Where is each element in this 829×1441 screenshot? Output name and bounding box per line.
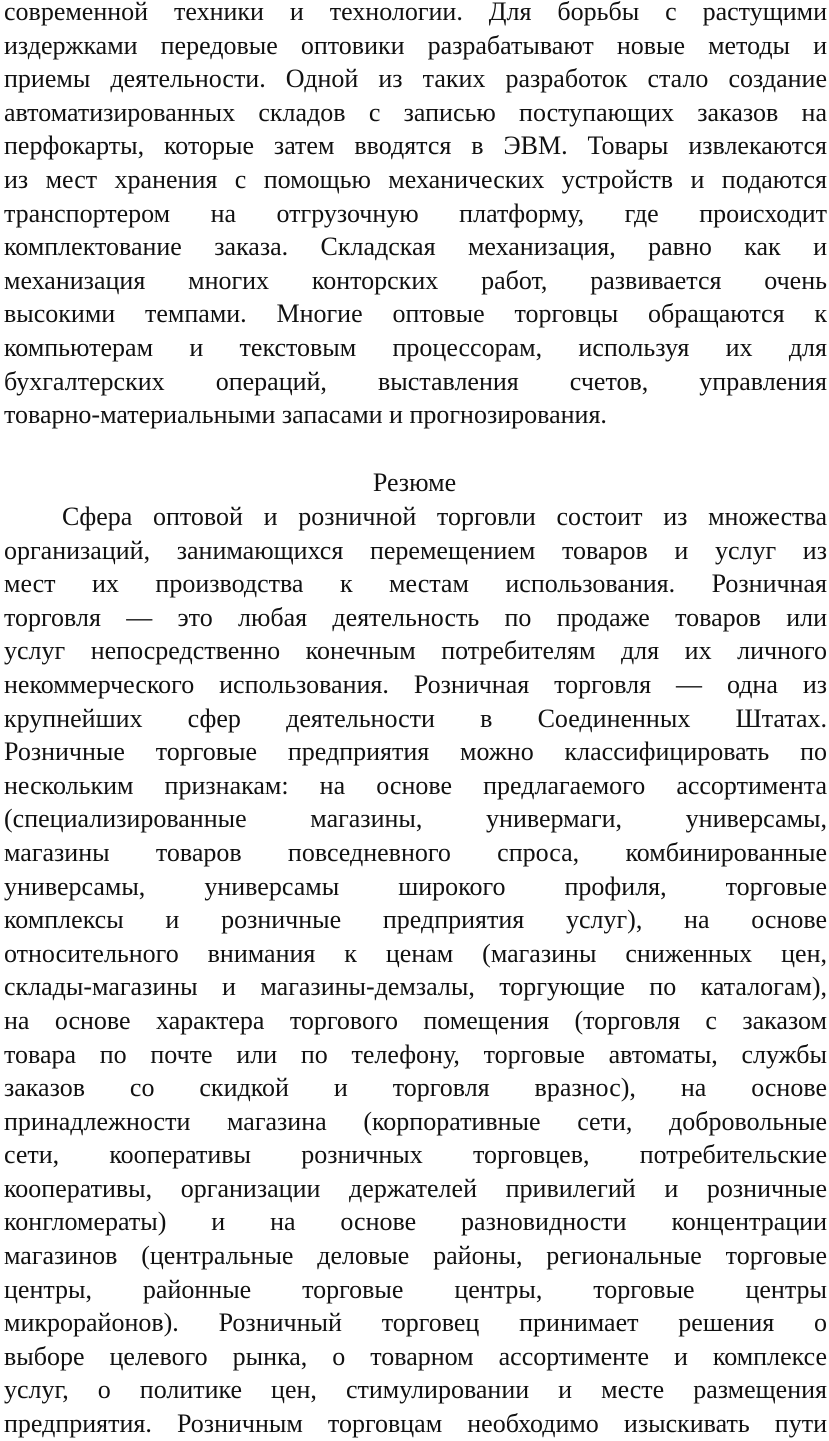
text-line: выборе целевого рынка, о товарном ассортименте и комплексе bbox=[4, 1341, 827, 1371]
text-line: склады-магазины и магазины-демзалы, торгующие по каталогам), bbox=[4, 972, 827, 1002]
text-line: товара по почте или по телефону, торговые автоматы, службы bbox=[4, 1039, 827, 1069]
text-line: услуг непосредственно конечным потребителям для их личного bbox=[4, 636, 827, 666]
text-line: магазинов (центральные деловые районы, региональные торговые bbox=[4, 1241, 827, 1271]
text-line: услуг, о политике цен, стимулировании и месте размещения bbox=[4, 1375, 827, 1405]
text-line: крупнейших сфер деятельности в Соединенных Штатах. bbox=[4, 703, 827, 733]
text-line: издержками передовые оптовики разрабатывают новые методы и bbox=[4, 30, 827, 60]
text-line: магазины товаров повседневного спроса, комбинированные bbox=[4, 837, 827, 867]
text-line: Сфера оптовой и розничной торговли состоит из множества bbox=[62, 502, 827, 531]
text-line: центры, районные торговые центры, торговые центры bbox=[4, 1274, 827, 1304]
text-line: бухгалтерских операций, выставления счетов, управления bbox=[4, 366, 827, 396]
text-line: принадлежности магазина (корпоративные сети, добровольные bbox=[4, 1106, 827, 1136]
paragraph-summary bbox=[4, 500, 827, 1441]
text-line: Розничные торговые предприятия можно классифицировать по bbox=[4, 737, 827, 767]
text-line: (специализированные магазины, универмаги, универсамы, bbox=[4, 804, 827, 834]
text-line: нескольким признакам: на основе предлагаемого ассортимента bbox=[4, 770, 827, 800]
text-line: торговля — это любая деятельность по продаже товаров или bbox=[4, 602, 827, 632]
text-line: автоматизированных складов с записью поступающих заказов на bbox=[4, 97, 827, 127]
text-line: кооперативы, организации держателей привилегий и розничные bbox=[4, 1173, 827, 1203]
section-heading-summary: Резюме bbox=[372, 468, 457, 497]
text-line: перфокарты, которые затем вводятся в ЭВМ. Товары извлекаются bbox=[4, 131, 827, 161]
text-line: относительного внимания к ценам (магазины сниженных цен, bbox=[4, 938, 827, 968]
text-line: конгломераты) и на основе разновидности концентрации bbox=[4, 1207, 827, 1237]
text-line: приемы деятельности. Одной из таких разработок стало создание bbox=[4, 64, 827, 94]
text-line: из мест хранения с помощью механических устройств и подаются bbox=[4, 164, 827, 194]
paragraph-wholesale-technology bbox=[4, 0, 827, 432]
text-line: некоммерческого использования. Розничная торговля — одна из bbox=[4, 669, 827, 699]
text-line: предприятия. Розничным торговцам необходимо изыскивать пути bbox=[4, 1409, 827, 1439]
text-line: сети, кооперативы розничных торговцев, потребительские bbox=[4, 1140, 827, 1170]
text-line: организаций, занимающихся перемещением товаров и услуг из bbox=[4, 535, 827, 565]
text-line: современной техники и технологии. Для борьбы с растущими bbox=[4, 0, 827, 26]
text-line: мест их производства к местам использования. Розничная bbox=[4, 569, 827, 599]
text-line: товарно-материальными запасами и прогнозирования. bbox=[4, 400, 607, 430]
text-line: компьютерам и текстовым процессорам, используя их для bbox=[4, 332, 827, 362]
text-line: микрорайонов). Розничный торговец принимает решения о bbox=[4, 1308, 827, 1338]
text-line: заказов со скидкой и торговля вразнос), на основе bbox=[4, 1073, 827, 1103]
text-line: комплексы и розничные предприятия услуг), на основе bbox=[4, 905, 827, 935]
text-line: на основе характера торгового помещения (торговля с заказом bbox=[4, 1005, 827, 1035]
text-line: универсамы, универсамы широкого профиля, торговые bbox=[4, 871, 827, 901]
text-line: транспортером на отгрузочную платформу, где происходит bbox=[4, 198, 827, 228]
text-line: механизация многих конторских работ, развивается очень bbox=[4, 265, 827, 295]
text-line: комплектование заказа. Складская механизация, равно как и bbox=[4, 232, 827, 262]
text-line: высокими темпами. Многие оптовые торговцы обращаются к bbox=[4, 299, 827, 329]
